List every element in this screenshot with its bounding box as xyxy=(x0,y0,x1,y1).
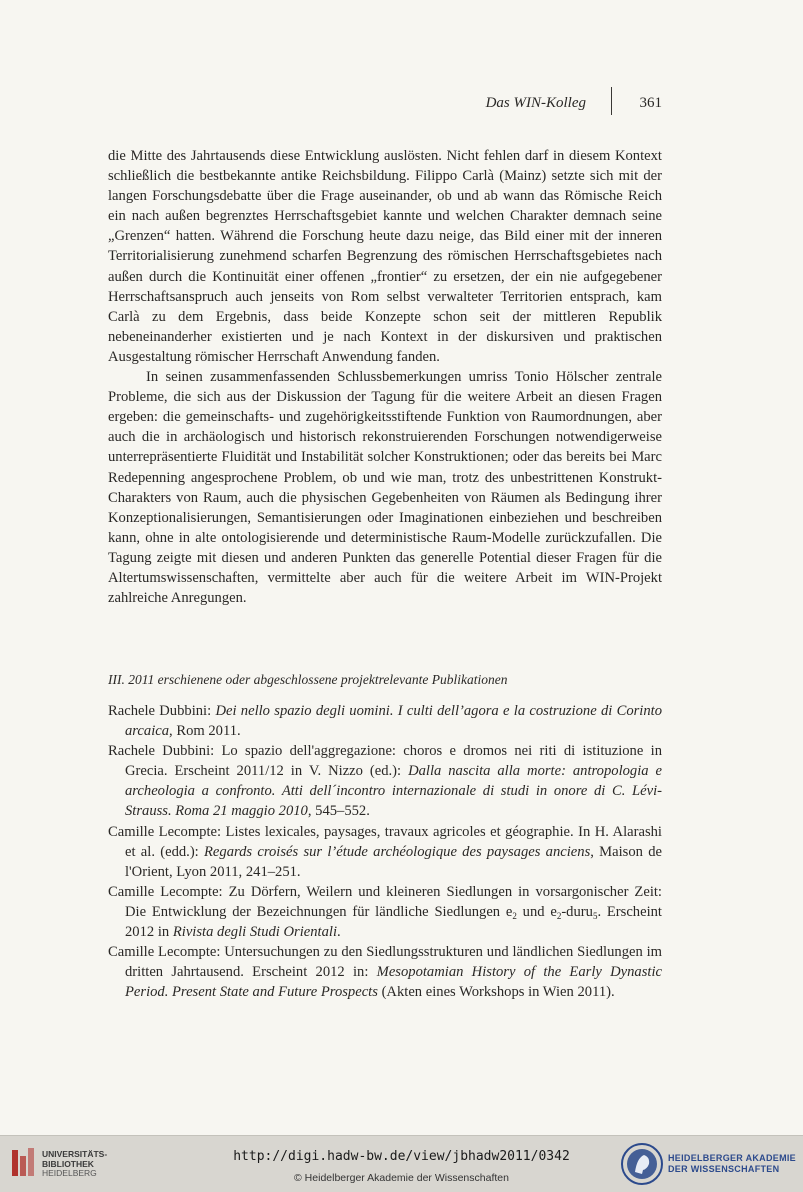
academy-seal-icon[interactable] xyxy=(620,1142,664,1186)
body-text xyxy=(108,146,662,608)
section-heading: III. 2011 erschienene oder abgeschlossene projektrelevante Publikationen xyxy=(108,672,508,687)
publication-entry: Camille Lecompte: Untersuchungen zu den Siedlungsstrukturen und ländlichen Siedlungen im dritten Jahrtausend. Erscheint 2012 in: Mesopotamian History of the Early Dynastic Period. Present State and Future Prospects (Akten eines Workshops in Wien 2011). xyxy=(108,944,662,1001)
publication-entry: Camille Lecompte: Zu Dörfern, Weilern und kleineren Siedlungen in vorsargonischer Zeit: Die Entwicklung der Bezeichnungen für ländliche Siedlungen $e_2$ und $e_2-duru_5$. Erscheint 2012 in Rivista degli Studi Orientali. xyxy=(108,883,662,941)
publication-entry: Rachele Dubbini: Dei nello spazio degli uomini. I culti dell’agora e la costruzione di Corinto arcaica, Rom 2011. xyxy=(108,703,663,740)
academy-name[interactable]: HEIDELBERGER AKADEMIE DER WISSENSCHAFTEN xyxy=(668,1153,796,1174)
header-divider xyxy=(611,87,612,115)
publication-list xyxy=(108,701,662,1002)
page-number: 361 xyxy=(639,95,662,111)
copyright-notice: © Heidelberger Akademie der Wissenschaften xyxy=(294,1172,509,1184)
publication-entry: Camille Lecompte: Listes lexicales, paysages, travaux agricoles et géographie. In H. Alarashi et al. (edd.): Regards croisés sur l’étude archéologique des paysages anciens, Maison de l'Orient, Lyon 2011, 241–251. xyxy=(108,823,662,880)
running-title: Das WIN-Kolleg xyxy=(485,95,586,111)
viewer-footer xyxy=(0,1135,803,1192)
permalink-url[interactable]: http://digi.hadw-bw.de/view/jbhadw2011/0342 xyxy=(233,1149,570,1164)
running-head xyxy=(108,93,662,117)
paragraph-2: In seinen zusammenfassenden Schlussbemerkungen umriss Tonio Hölscher zentrale Probleme, die sich aus der Diskussion der Tagung für die weitere Arbeit an diesen Fragen ergeben: die gemeinschafts- und zugehörigkeitsstiftende Funktion von Raumordnungen, aber auch die in archäologisch und historisch rekonstruierenden Forschungen notwendigerweise unterrepräsentierte Fluidität und Instabilität solcher Konstruktionen; oder das bereits bei Marc Redepenning angesprochene Problem, ob und wie man, trotz des unbestrittenen Konstrukt-Charakters von Raum, auch die physischen Gegebenheiten von Räumen als Bedingung ihrer Konzeptionalisierungen, Semantisierungen oder Imaginationen einbeziehen und beschreiben kann, ohne in alte ontologisierende und deterministische Raum-Modelle zurückzufallen. Die Tagung zeigte mit diesen und anderen Punkten das generelle Potential dieser Fragen für die Altertumswissenschaften, vermittelte aber auch für die weitere Arbeit im WIN-Projekt zahlreiche Anregungen. xyxy=(108,369,662,607)
paragraph-1: die Mitte des Jahrtausends diese Entwicklung auslösten. Nicht fehlen darf in diesem Kontext schließlich die bestbekannte antike Reichsbildung. Filippo Carlà (Mainz) setzte sich mit der langen Forschungsdebatte über die Frage auseinander, ob und ab wann das Römische Reich ein nach außen begrenztes Herrschaftsgebiet kannte und welchen Charakter demnach seine „Grenzen“ hatten. Während die Forschung heute dazu neige, das Bild einer mit der inneren Territorialisierung zunehmend scharfen Begrenzung des römischen Herrschaftsgebietes nach außen durch die Kontinuität einer offenen „frontier“ zu ersetzen, der ein nie aufgegebener Herrschaftsanspruch auch jenseits von Rom selbst verwalteter Territorien entsprach, kam Carlà zu dem Ergebnis, dass beide Konzepte schon seit der mittleren Republik nebeneinanderher existierten und je nach Kontext in der diskursiven und praktischen Ausgestaltung römischer Herrschaft Anwendung fanden. xyxy=(108,148,662,365)
university-library-name[interactable]: UNIVERSITÄTS- BIBLIOTHEK HEIDELBERG xyxy=(42,1149,108,1178)
publication-entry: Rachele Dubbini: Lo spazio dell'aggregazione: choros e dromos nei riti di istituzione in Grecia. Erscheint 2011/12 in V. Nizzo (ed.): Dalla nascita alla morte: antropologia e archeologia a confronto. Atti dell´incontro internazionale di studi in onore di C. Lévi-Strauss. Roma 21 maggio 2010, 545–552. xyxy=(108,743,662,820)
